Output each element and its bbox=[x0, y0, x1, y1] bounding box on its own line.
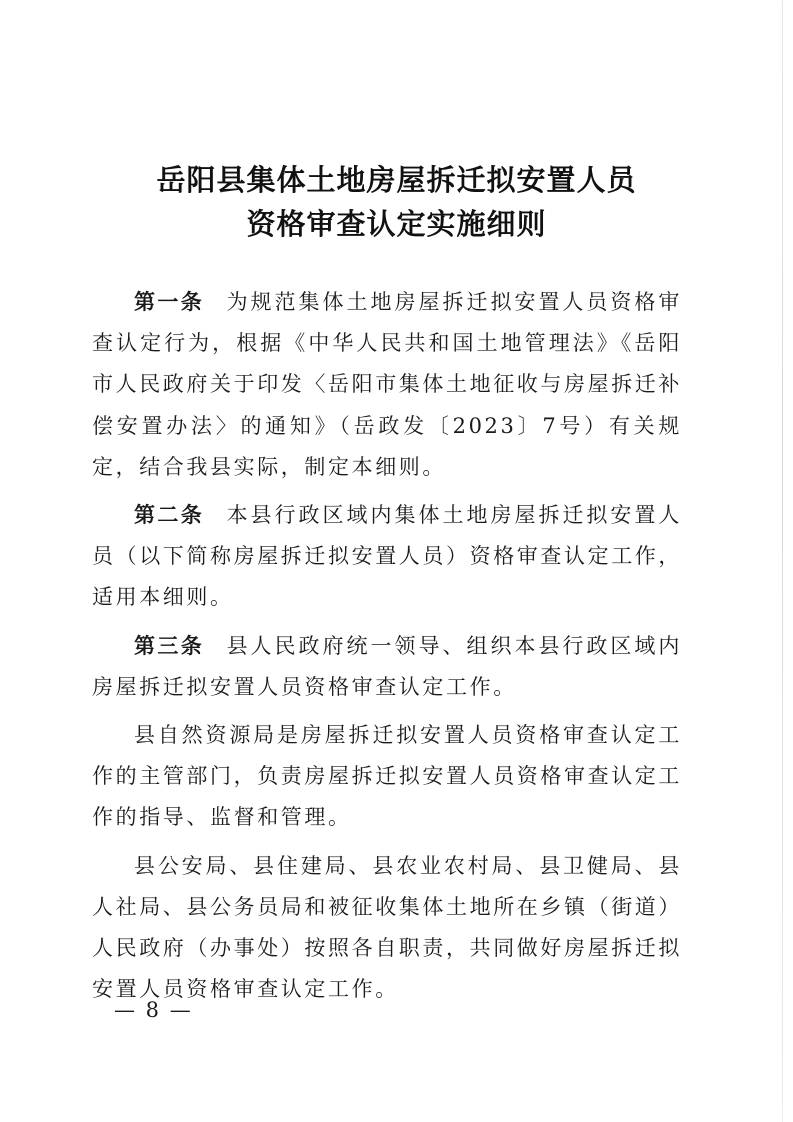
article-1 bbox=[92, 282, 682, 488]
article-2-text: 本县行政区域内集体土地房屋拆迁拟安置人员（以下简称房屋拆迁拟安置人员）资格审查认定工作，适用本细则。 bbox=[92, 503, 682, 610]
document-title-line-1: 岳阳县集体土地房屋拆迁拟安置人员 bbox=[156, 163, 637, 197]
article-1-text: 为规范集体土地房屋拆迁拟安置人员资格审查认定行为，根据《中华人民共和国土地管理法》《岳阳市人民政府关于印发〈岳阳市集体土地征收与房屋拆迁补偿安置办法〉的通知》（岳政发〔2023〕7号）有关规定，结合我县实际，制定本细则。 bbox=[92, 290, 682, 479]
document-title-line-2: 资格审查认定实施细则 bbox=[246, 207, 547, 241]
paragraph-natural-resources: 县自然资源局是房屋拆迁拟安置人员资格审查认定工作的主管部门，负责房屋拆迁拟安置人员资格审查认定工作的指导、监督和管理。 bbox=[92, 723, 682, 830]
scan-edge-line bbox=[782, 0, 783, 1122]
article-3-text: 县人民政府统一领导、组织本县行政区域内房屋拆迁拟安置人员资格审查认定工作。 bbox=[92, 633, 682, 699]
article-3 bbox=[92, 626, 682, 708]
paragraph-departments: 县公安局、县住建局、县农业农村局、县卫健局、县人社局、县公务员局和被征收集体土地所在乡镇（街道）人民政府（办事处）按照各自职责，共同做好房屋拆迁拟安置人员资格审查认定工作。 bbox=[92, 853, 682, 1002]
article-1-label: 第一条 bbox=[134, 290, 205, 314]
document-body bbox=[92, 282, 682, 1017]
article-2-label: 第二条 bbox=[134, 503, 205, 528]
article-3-label: 第三条 bbox=[134, 633, 205, 658]
article-2 bbox=[92, 495, 682, 619]
page-number: — 8 — bbox=[114, 998, 193, 1022]
